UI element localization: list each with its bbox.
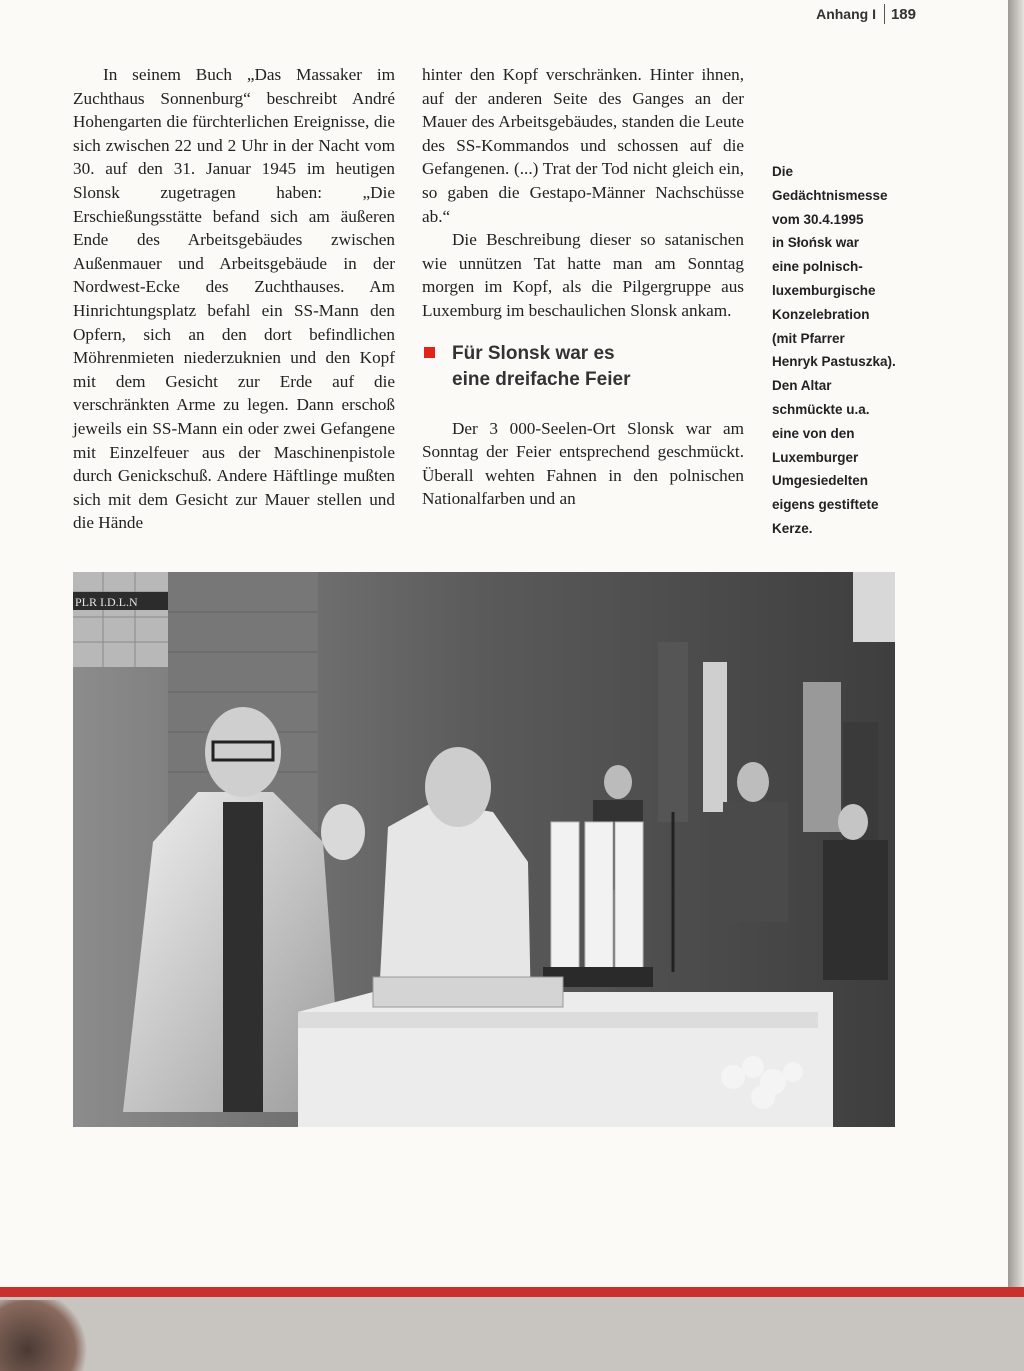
running-header [816,4,916,24]
paragraph: Die Beschreibung dieser so satanischen wie unnützen Tat hatte man am Sonntag morgen im Kopf, als die Pilgergruppe aus Luxemburg im beschaulichen Slonsk ankam. [422,230,744,320]
paragraph: Der 3 000-Seelen-Ort Slonsk war am Sonntag der Feier entsprechend geschmückt. Überall wehten Fahnen in den polnischen Nationalfarben und an [422,418,744,509]
caption-line: Kerze. [772,520,813,536]
caption-line: schmückte u.a. [772,401,870,417]
caption-line: Den Altar [772,378,832,394]
photo-caption [772,160,922,541]
caption-line: Gedächtnismesse [772,187,888,203]
section-marker: I [872,6,876,22]
caption-line: Umgesiedelten [772,473,869,489]
book-spine-edge [1008,0,1024,1297]
photo-illustration [73,572,895,1127]
caption-line: vom 30.4.1995 [772,211,864,227]
paragraph: In seinem Buch „Das Massaker im Zuchthaus Sonnenburg“ beschreibt André Hohengarten die fürchterlichen Ereignisse, die sich zwischen 22 und 2 Uhr in der Nacht vom 30. auf den 31. Januar 1945 im heutigen Slonsk zugetragen haben: „Die Erschießungsstätte befand sich am äußeren Ende des Arbeitsgebäudes zwischen Außenmauer und Arbeitsgebäude in der Nordwest-Ecke des Zuchthauses. Am Hinrichtungsplatz befahl ein SS-Mann den Opfern, sich an den dort befindlichen Möhrenmieten niederzuknien und den Kopf mit dem Gesicht zur Erde auf die verschränkten Arme zu legen. Dann erschoß jeweils ein SS-Mann ein oder zwei Gefangene mit Einzelfeuer aus der Maschinenpistole durch Genickschuß. Andere Häftlinge mußten sich mit dem Gesicht zur Mauer stellen und die Hände [73,65,395,533]
caption-line: luxemburgische [772,282,876,298]
caption-line: Konzelebration [772,306,870,322]
caption-line: Die [772,164,794,179]
text-column-right [422,63,744,511]
wall-inscription: PLR I.D.L.N [75,595,138,609]
scanner-bed [0,1290,1024,1371]
heading-line: Für Slonsk war es [452,342,615,364]
heading-line: eine dreifache Feier [452,368,631,390]
red-square-bullet [424,347,435,358]
page-number: 189 [890,5,916,23]
caption-line: eigens gestiftete [772,497,879,513]
header-divider [884,4,885,24]
church-mass-photo [73,572,895,1127]
section-heading [422,341,744,393]
caption-line: eine polnisch- [772,259,863,275]
caption-line: (mit Pfarrer [772,330,845,346]
caption-line: eine von den [772,425,855,441]
paragraph: hinter den Kopf verschränken. Hinter ihnen, auf der anderen Seite des Ganges an der Mauer des Arbeitsgebäudes, standen die Leute des SS-Kommandos und schossen auf die Gefangenen. (...) Trat der Tod nicht gleich ein, so gaben die Gestapo-Männer Nachschüsse ab.“ [422,65,744,226]
caption-line: Henryk Pastuszka). [772,354,896,370]
section-title: Anhang [816,6,869,22]
caption-line: Luxemburger [772,449,859,465]
finger-shadow [0,1300,90,1371]
caption-line: in Słońsk war [772,235,860,251]
text-column-left [73,63,395,535]
book-cover-edge [0,1287,1024,1297]
